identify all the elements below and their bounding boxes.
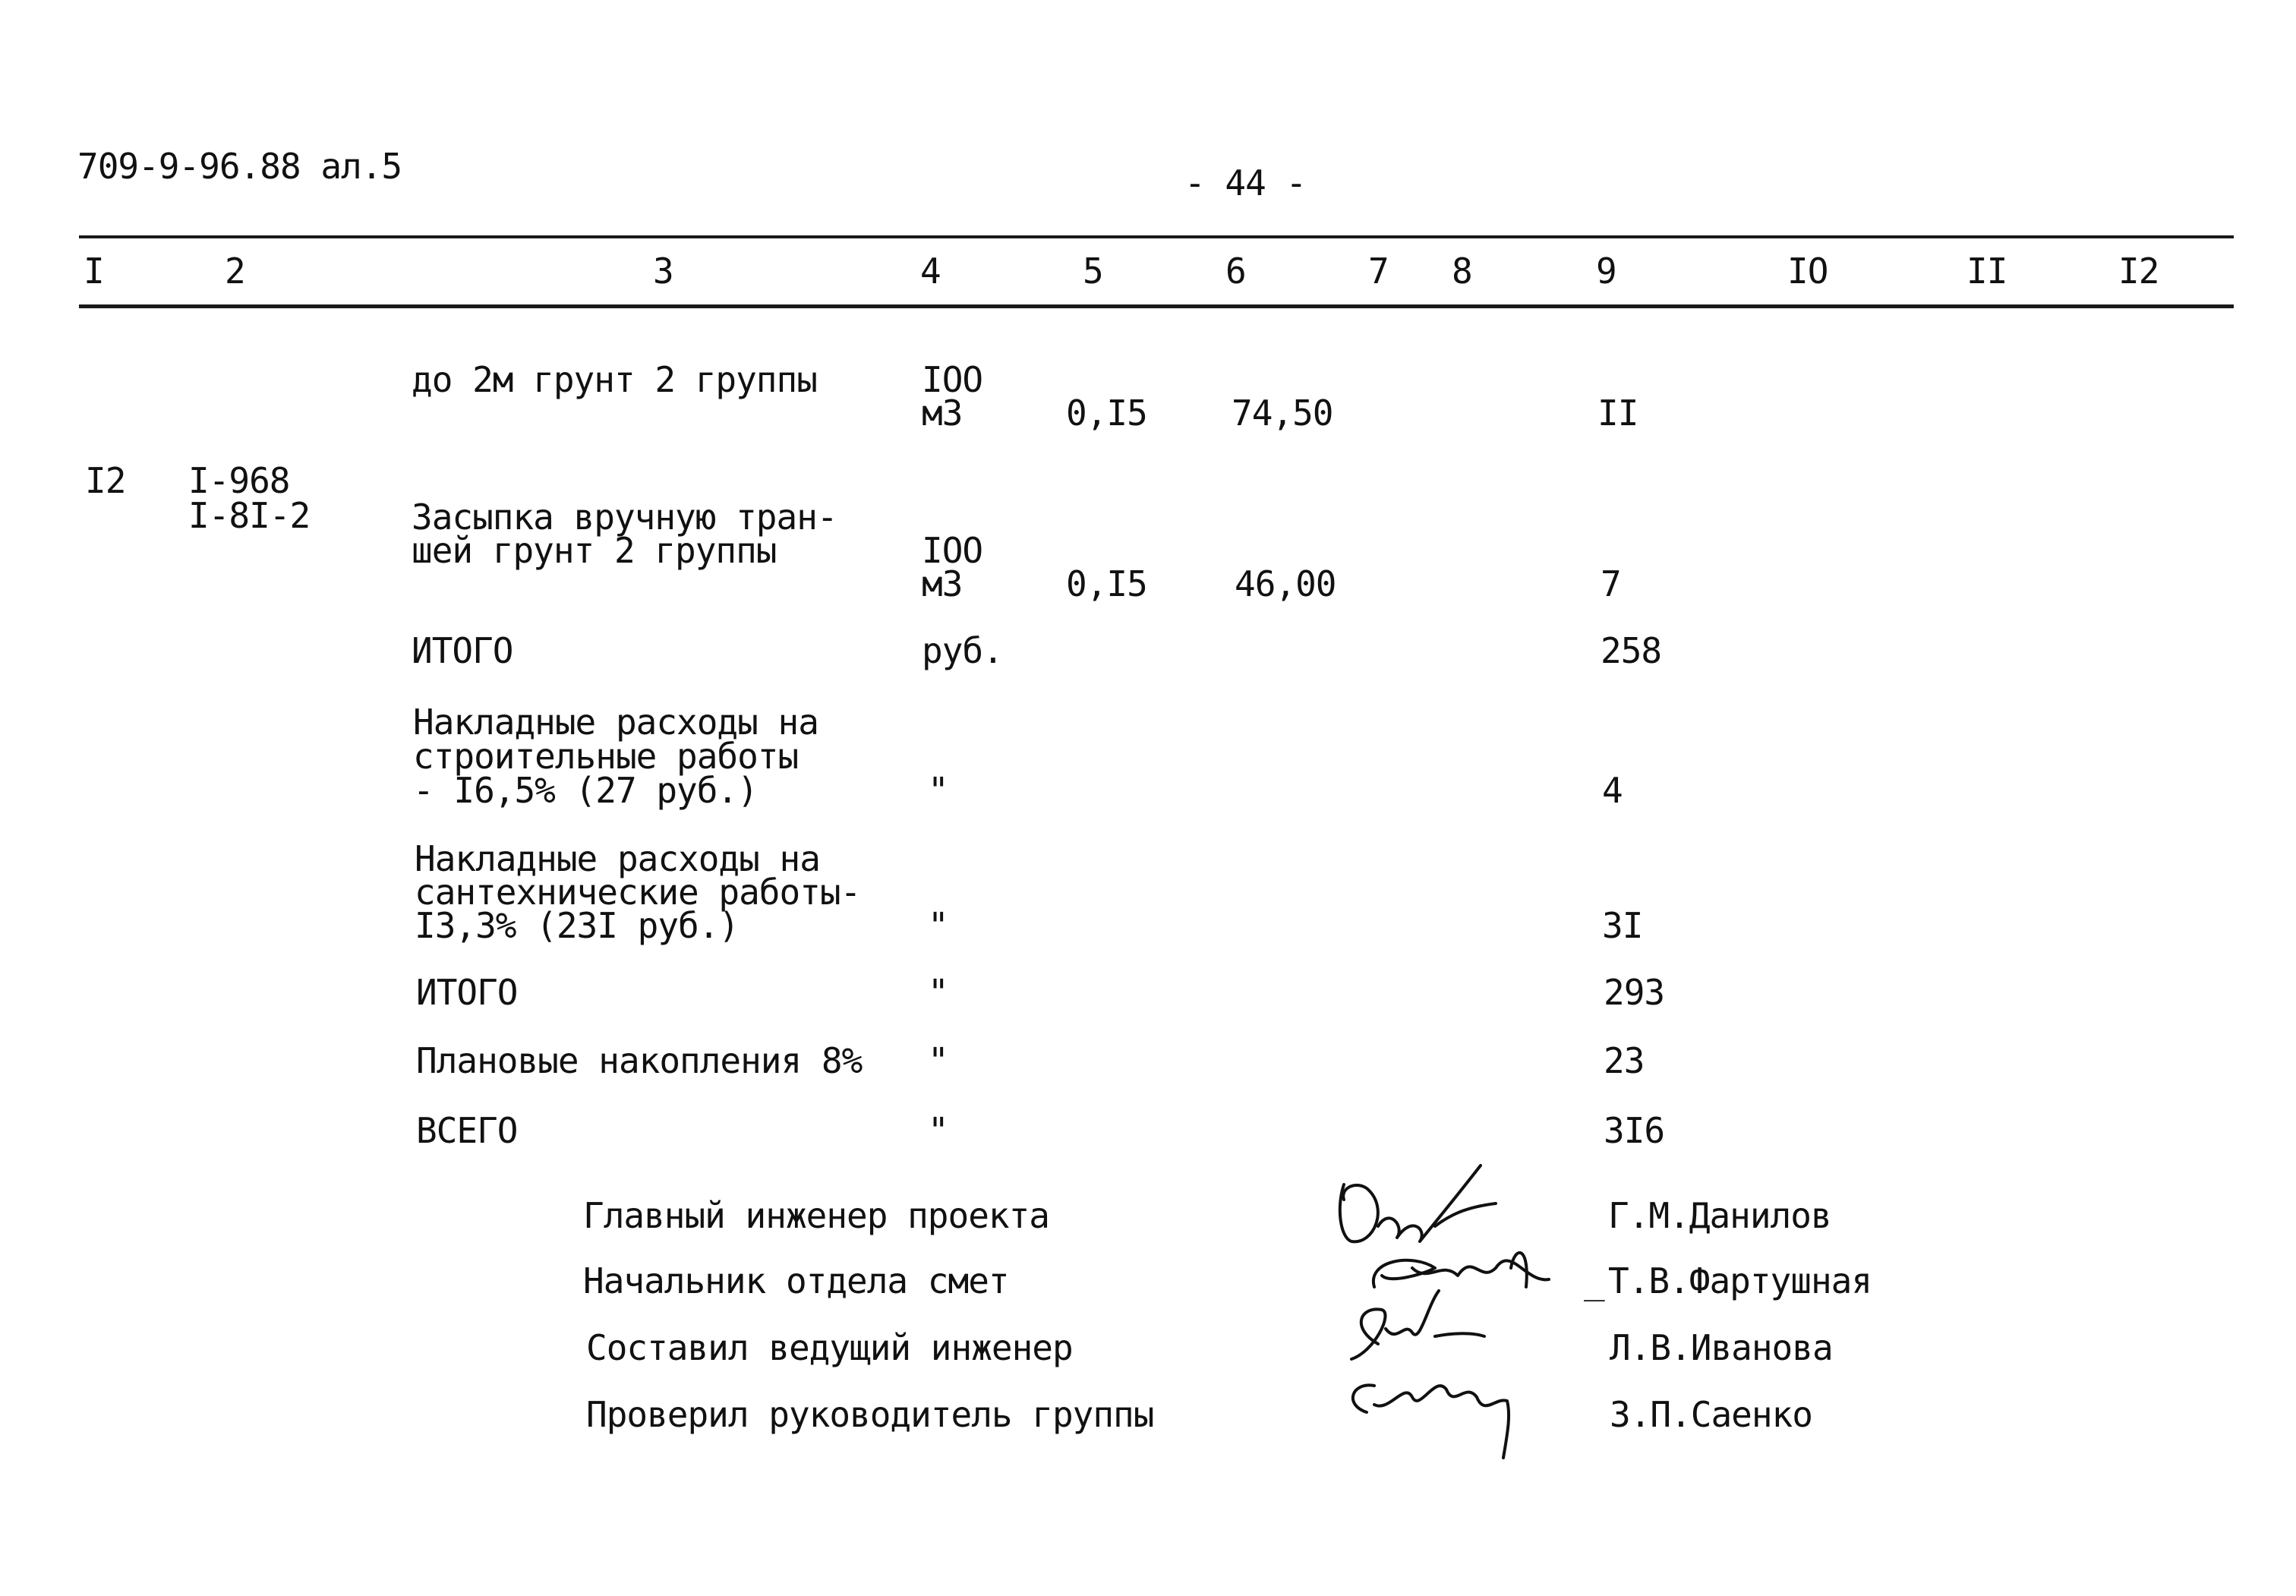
signature-role-department-head: Начальник отдела смет [583,1260,1009,1301]
col-header-6: 6 [1225,251,1246,292]
row2-code-line2: I-8I-2 [188,495,311,536]
row2-unit-line1: IOO [922,530,983,571]
row8-total: 3I6 [1604,1110,1665,1151]
row5-unit-ditto: " [928,905,948,946]
col-header-3: 3 [653,251,673,292]
row7-unit-ditto: " [928,1040,948,1081]
table-header-rule [79,304,2234,308]
signature-role-group-leader: Проверил руководитель группы [586,1394,1154,1435]
signature-name-department-head: Т.В.Фартушная [1608,1260,1872,1301]
row5-description-line2: сантехнические работы- [415,872,861,913]
col-header-10: IO [1787,251,1828,292]
col-header-12: I2 [2118,251,2159,292]
row5-total: 3I [1602,905,1643,946]
row3-description: ИТОГО [412,630,513,671]
row2-description-line2: шей грунт 2 группы [412,530,777,571]
row1-quantity: 0,I5 [1066,393,1147,434]
row3-total: 258 [1601,630,1662,671]
row1-total: II [1597,393,1638,434]
row4-unit-ditto: " [928,770,948,811]
col-header-11: II [1966,251,2007,292]
row2-total: 7 [1601,563,1621,604]
row2-quantity: 0,I5 [1066,563,1147,604]
row1-unit-line1: IOO [922,359,983,400]
handwritten-signatures [1321,1154,1610,1473]
signature-name-lead-engineer: Л.В.Иванова [1610,1327,1833,1368]
row1-unit-line2: м3 [922,393,963,434]
row2-code-line1: I-968 [188,460,290,501]
signature-dash: _ [1584,1260,1604,1301]
row4-description-line1: Накладные расходы на [413,702,818,743]
col-header-4: 4 [920,251,941,292]
row4-description-line3: - I6,5% (27 руб.) [413,770,758,811]
row2-number: I2 [85,460,126,501]
row1-price: 74,50 [1232,393,1333,434]
signature-name-group-leader: З.П.Саенко [1610,1394,1812,1435]
col-header-9: 9 [1596,251,1616,292]
row5-description-line3: I3,3% (23I руб.) [415,905,740,946]
row4-total: 4 [1602,770,1623,811]
row2-unit-line2: м3 [922,563,963,604]
row2-price: 46,00 [1235,563,1336,604]
row7-description: Плановые накопления 8% [416,1040,863,1081]
row4-description-line2: строительные работы [413,736,799,777]
row3-unit: руб. [922,630,1003,671]
signature-name-chief-engineer: Г.М.Данилов [1608,1195,1831,1236]
col-header-2: 2 [225,251,245,292]
row8-description: ВСЕГО [416,1110,518,1151]
col-header-1: I [84,251,104,292]
row6-unit-ditto: " [928,972,948,1013]
page-number: - 44 - [1184,162,1307,203]
col-header-7: 7 [1368,251,1389,292]
row2-description-line1: Засыпка вручную тран- [412,497,837,538]
signature-role-chief-engineer: Главный инженер проекта [583,1195,1049,1236]
table-top-rule [79,235,2234,238]
row5-description-line1: Накладные расходы на [415,838,820,879]
row1-description: до 2м грунт 2 группы [412,359,817,400]
document-code: 709-9-96.88 ал.5 [77,146,402,187]
row6-description: ИТОГО [416,972,518,1013]
col-header-8: 8 [1452,251,1472,292]
row6-total: 293 [1604,972,1665,1013]
row8-unit-ditto: " [928,1110,948,1151]
col-header-5: 5 [1083,251,1103,292]
row7-total: 23 [1604,1040,1645,1081]
signature-role-lead-engineer: Составил ведущий инженер [586,1327,1073,1368]
